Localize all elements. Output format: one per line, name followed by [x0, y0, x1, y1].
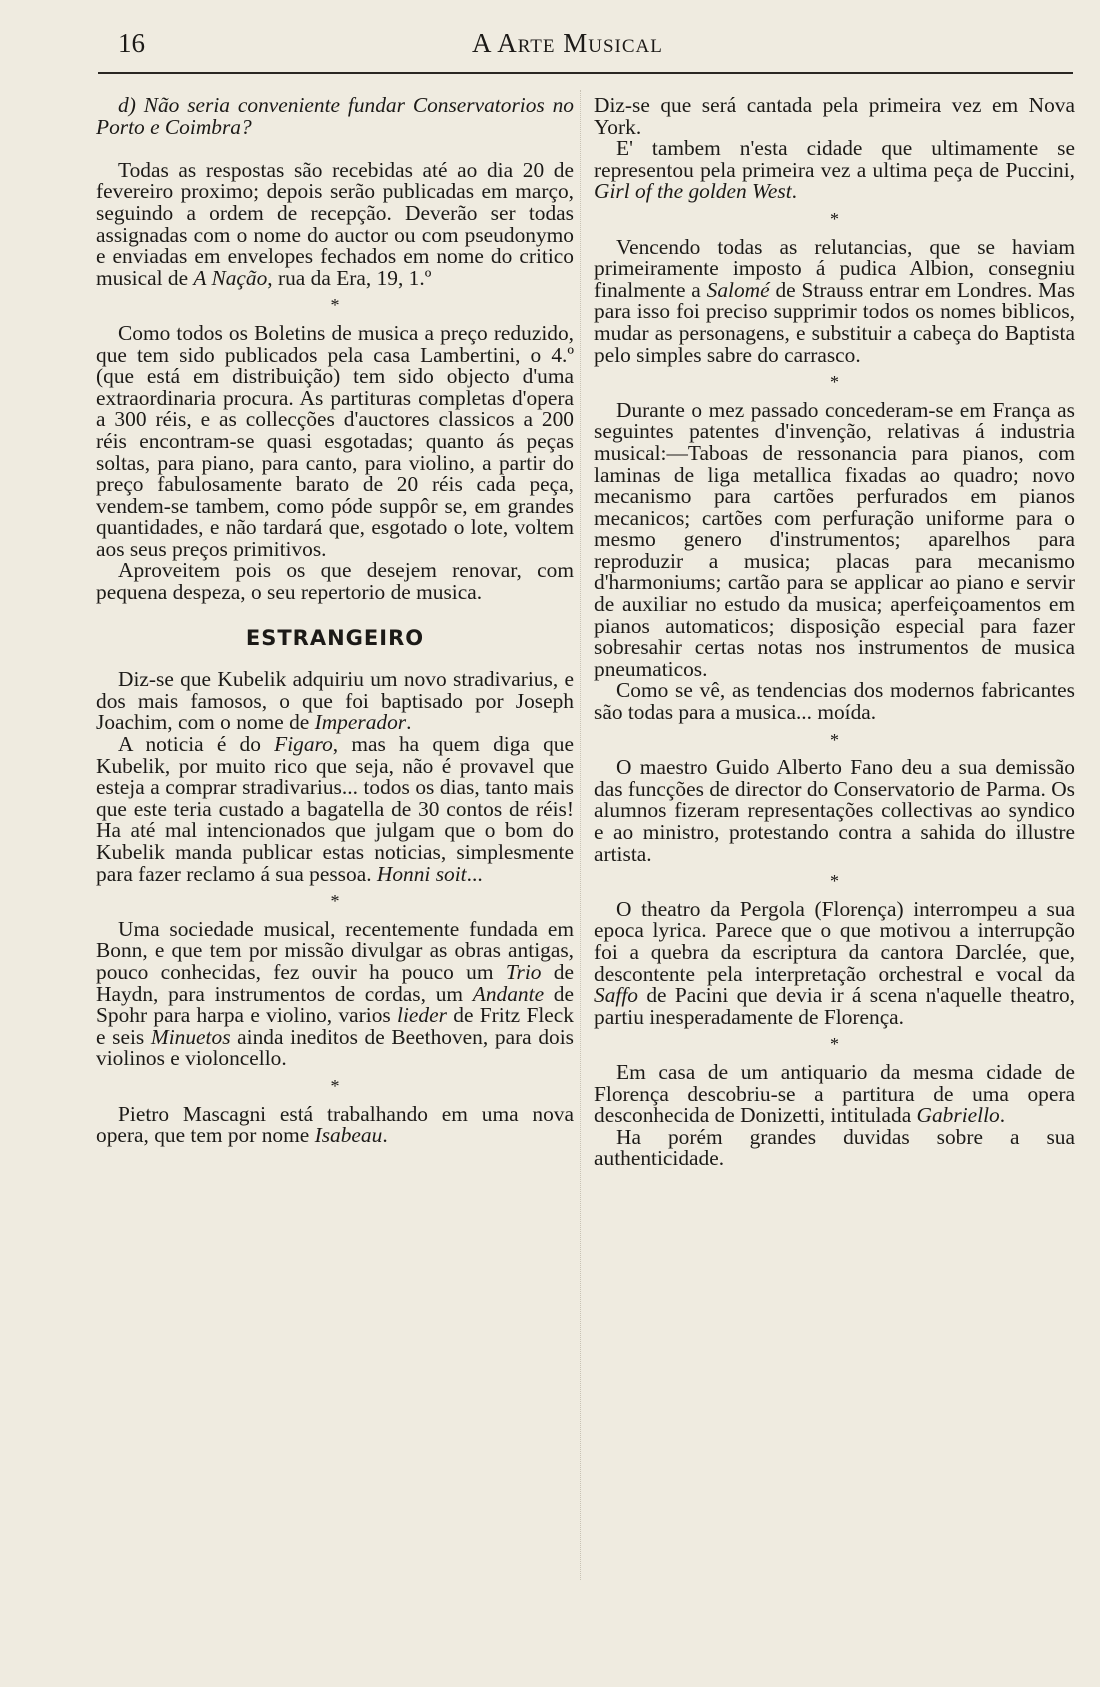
paragraph-figaro: A noticia é do Figaro, mas ha quem diga que Kubelik, por muito rico que seja, não é provavel que esteja a comprar stradivarius... todos os dias, tanto mais que este teria custado a bagatella de 30 contos de réis! Ha até mal intencionados que julgam que o bom do Kubelik manda publicar estas noticias, simplesmente para fazer reclamo á sua pessoa. Honni soit...	[96, 732, 574, 886]
paragraph-boletins: Como todos os Boletins de musica a preço reduzido, que tem sido publicados pela casa Lambertini, o 4.º (que está em distribuição) tem sido objecto d'uma extraordinaria procura. As partituras completas d'opera a 300 réis, e as collecções d'auctores classicos a 200 réis encontram-se quasi esgotadas; quanto ás peças soltas, para piano, para canto, para violino, a partir do preço fabulosamente barato de 20 réis cada peça, vendem-se tambem, como póde suppôr se, em grandes quantidades, e não tardará que, esgotado o lote, voltem aos seus preços primitivos.	[96, 320, 574, 561]
paragraph-donizetti: Em casa de um antiquario da mesma cidade de Florença descobriu-se a partitura de uma opera desconhecida de Donizetti, intitulada Gabriello.	[594, 1059, 1075, 1128]
separator-star: *	[830, 372, 839, 393]
separator-star: *	[830, 1034, 839, 1055]
paragraph-respostas: Todas as respostas são recebidas até ao dia 20 de fevereiro proximo; depois serão publicadas em março, seguindo a ordem de recepção. Deverão ser todas assignadas com o nome do auctor ou com pseudonymo e enviadas em envelopes fechados em nome do critico musical de A Nação, rua da Era, 19, 1.º	[96, 157, 574, 290]
running-header	[0, 20, 1100, 70]
separator-star: *	[830, 871, 839, 892]
right-column	[594, 95, 1075, 1170]
separator-star: *	[330, 295, 340, 316]
question-d: d) Não seria conveniente fundar Conservatorios no Porto e Coimbra?	[96, 93, 574, 139]
separator-star: *	[330, 891, 340, 912]
paragraph-salome: Vencendo todas as relutancias, que se haviam primeiramente imposto á pudica Albion, consegniu finalmente a Salomé de Strauss entrar em Londres. Mas para isso foi preciso supprimir todos os nomes biblicos, mudar as personagens, e substituir a cabeça do Baptista pelo simples sabre do carrasco.	[594, 234, 1075, 367]
paragraph-puccini: E' tambem n'esta cidade que ultimamente se representou pela primeira vez a ultima peça de Puccini, Girl of the golden West.	[594, 136, 1075, 204]
paragraph-bonn: Uma sociedade musical, recentemente fundada em Bonn, e que tem por missão divulgar as obras antigas, pouco conhecidas, fez ouvir ha pouco um Trio de Haydn, para instrumentos de cordas, um Andante de Spohr para harpa e violino, varios lieder de Fritz Fleck e seis Minuetos ainda ineditos de Beethoven, para dois violinos e violoncello.	[96, 916, 574, 1071]
paragraph-patentes: Durante o mez passado concederam-se em França as seguintes patentes d'invenção, relativas á industria musical:—Taboas de ressonancia para pianos, com laminas de liga metallica fixadas ao quadro; novo mecanismo para cartões perfurados em pianos mecanicos; cartões com perfuração uniforme para o mesmo genero d'instrumentos; aparelhos para reproduzir a musica; placas para mecanismo d'harmoniums; cartão para se applicar ao piano e servir de auxiliar no estudo da musica; aperfeiçoamentos em pianos automaticos; disposição especial para fazer sobresahir certas notas nos instrumentos de musica pneumaticos.	[594, 397, 1075, 681]
column-divider	[580, 90, 581, 1580]
journal-title: A Arte Musical	[472, 28, 663, 58]
header-rule	[98, 72, 1073, 74]
paragraph-nova-york: Diz-se que será cantada pela primeira vez em Nova York.	[594, 93, 1075, 139]
paragraph-kubelik: Diz-se que Kubelik adquiriu um novo stradivarius, e dos mais famosos, o que foi baptisado por Joseph Joachim, com o nome de Imperador.	[96, 667, 574, 735]
separator-star: *	[830, 729, 839, 750]
paragraph-duvidas: Ha porém grandes duvidas sobre a sua authenticidade.	[594, 1124, 1075, 1171]
paragraph-fano: O maestro Guido Alberto Fano deu a sua demissão das funcções de director do Conservatorio de Parma. Os alumnos fizeram representações collectivas ao syndico e ao ministro, protestando contra a sahida do illustre artista.	[594, 755, 1075, 866]
paragraph-pergola: O theatro da Pergola (Florença) interrompeu a sua epoca lyrica. Parece que o que motivou a interrupção foi a quebra da escriptura da cantora Darclée, que, descontente pela interpretação orchestral e vocal da Saffo de Pacini que devia ir á scena n'aquelle theatro, partiu inesperadamente de Florença.	[594, 896, 1075, 1029]
separator-star: *	[830, 208, 839, 229]
paragraph-aproveitem: Aproveitem pois os que desejem renovar, com pequena despeza, o seu repertorio de musica.	[96, 558, 574, 605]
separator-star: *	[330, 1075, 340, 1096]
paragraph-mascagni: Pietro Mascagni está trabalhando em uma nova opera, que tem por nome Isabeau.	[96, 1101, 574, 1148]
paragraph-tendencias: Como se vê, as tendencias dos modernos fabricantes são todas para a musica... moída.	[594, 678, 1075, 725]
page-number: 16	[118, 28, 145, 58]
left-column	[96, 95, 574, 1147]
section-heading: ESTRANGEIRO	[245, 625, 425, 650]
